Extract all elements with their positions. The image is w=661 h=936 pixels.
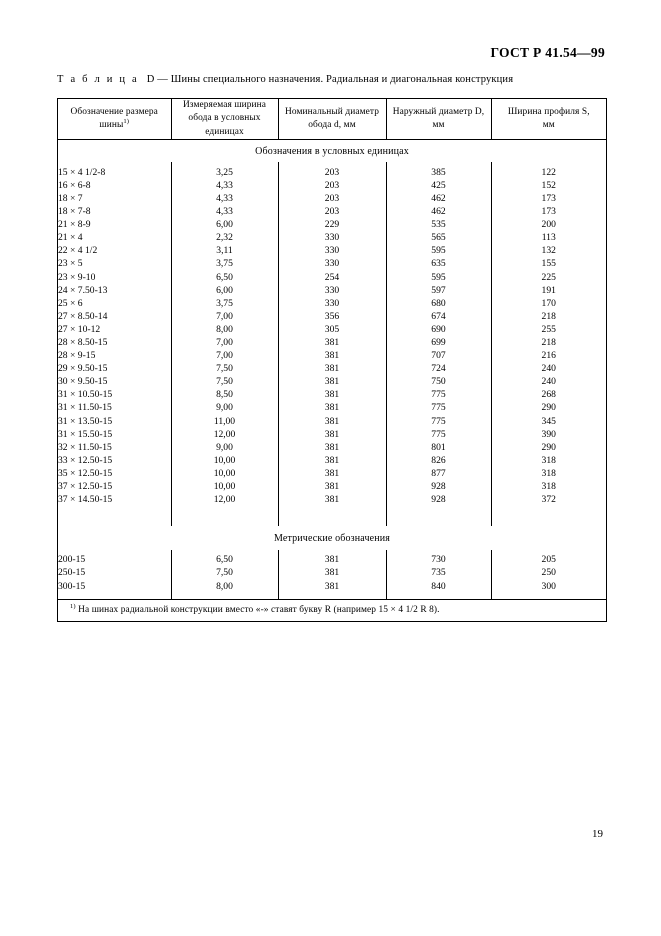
cell-rim-diameter: 381 — [278, 480, 386, 493]
cell-outer-diameter: 801 — [386, 441, 491, 454]
cell-rim-width — [171, 506, 278, 525]
cell-tire-size: 21 × 8-9 — [58, 218, 171, 231]
cell-rim-width: 8,00 — [171, 580, 278, 600]
cell-outer-diameter: 597 — [386, 284, 491, 297]
table-row — [58, 428, 606, 441]
cell-tire-size: 23 × 9-10 — [58, 271, 171, 284]
cell-rim-width: 6,50 — [171, 550, 278, 567]
table-row — [58, 362, 606, 375]
cell-outer-diameter: 425 — [386, 179, 491, 192]
cell-outer-diameter: 680 — [386, 297, 491, 310]
cell-outer-diameter: 928 — [386, 493, 491, 506]
cell-rim-diameter: 381 — [278, 376, 386, 389]
cell-section-width: 240 — [541, 376, 556, 388]
cell-rim-diameter: 381 — [278, 389, 386, 402]
cell-section-width: 205 — [541, 554, 556, 566]
cell-section-width: 152 — [541, 179, 556, 191]
cell-rim-diameter: 381 — [278, 567, 386, 580]
cell-outer-diameter: 840 — [386, 580, 491, 600]
cell-tire-size: 31 × 15.50-15 — [58, 428, 171, 441]
table-row — [58, 245, 606, 258]
cell-rim-width: 3,75 — [171, 258, 278, 271]
cell-outer-diameter: 674 — [386, 310, 491, 323]
cell-rim-width: 7,00 — [171, 310, 278, 323]
cell-rim-diameter: 203 — [278, 162, 386, 179]
cell-rim-width: 3,75 — [171, 297, 278, 310]
cell-rim-diameter: 330 — [278, 297, 386, 310]
cell-outer-diameter: 707 — [386, 349, 491, 362]
cell-tire-size: 24 × 7.50-13 — [58, 284, 171, 297]
cell-section-width: 218 — [541, 310, 556, 322]
cell-section-width: 290 — [541, 402, 556, 414]
cell-rim-width: 4,33 — [171, 179, 278, 192]
table-container — [57, 98, 607, 622]
page-number: 19 — [592, 828, 603, 840]
table-row — [58, 402, 606, 415]
column-header-rim-width: Измеряемая ширина обода в условных единицах — [171, 99, 278, 140]
cell-rim-diameter: 381 — [278, 428, 386, 441]
cell-tire-size: 200-15 — [58, 550, 171, 567]
cell-section-width: 255 — [541, 323, 556, 335]
table-row — [58, 480, 606, 493]
cell-rim-width: 8,00 — [171, 323, 278, 336]
table-row — [58, 258, 606, 271]
cell-outer-diameter: 750 — [386, 376, 491, 389]
table-row — [58, 271, 606, 284]
cell-tire-size: 37 × 14.50-15 — [58, 493, 171, 506]
cell-rim-diameter: 381 — [278, 467, 386, 480]
cell-tire-size: 32 × 11.50-15 — [58, 441, 171, 454]
cell-rim-diameter: 356 — [278, 310, 386, 323]
cell-rim-diameter: 381 — [278, 580, 386, 600]
table-section-heading: Метрические обозначения — [274, 532, 390, 544]
cell-section-width: 170 — [541, 297, 556, 309]
cell-rim-diameter: 330 — [278, 232, 386, 245]
cell-rim-width: 10,00 — [171, 480, 278, 493]
cell-tire-size: 300-15 — [58, 580, 171, 600]
cell-outer-diameter: 385 — [386, 162, 491, 179]
table-header — [58, 99, 606, 140]
cell-rim-diameter: 381 — [278, 415, 386, 428]
cell-outer-diameter: 730 — [386, 550, 491, 567]
table-footnote-row — [58, 599, 606, 621]
cell-outer-diameter: 928 — [386, 480, 491, 493]
cell-rim-diameter: 229 — [278, 218, 386, 231]
cell-outer-diameter: 462 — [386, 192, 491, 205]
column-header-rim-diameter: Номинальный диаметр обода d, мм — [278, 99, 386, 140]
cell-rim-diameter: 381 — [278, 349, 386, 362]
cell-rim-width: 12,00 — [171, 493, 278, 506]
cell-section-width: 390 — [541, 428, 556, 440]
cell-outer-diameter: 826 — [386, 454, 491, 467]
cell-section-width: 250 — [541, 567, 556, 579]
cell-rim-width: 6,00 — [171, 218, 278, 231]
cell-rim-width: 9,00 — [171, 441, 278, 454]
table-row — [58, 179, 606, 192]
running-head: ГОСТ Р 41.54—99 — [490, 45, 605, 60]
cell-section-width: 372 — [541, 494, 556, 506]
cell-tire-size: 18 × 7-8 — [58, 205, 171, 218]
cell-tire-size: 23 × 5 — [58, 258, 171, 271]
cell-tire-size: 35 × 12.50-15 — [58, 467, 171, 480]
cell-section-width: 191 — [541, 284, 556, 296]
table-caption — [57, 74, 513, 85]
column-header-outer-diameter: Наружный диаметр D, мм — [386, 99, 491, 140]
cell-section-width: 240 — [541, 363, 556, 375]
cell-outer-diameter: 877 — [386, 467, 491, 480]
cell-section-width: 318 — [541, 481, 556, 493]
cell-outer-diameter — [386, 506, 491, 525]
table-row — [58, 415, 606, 428]
table-row — [58, 162, 606, 179]
column-header-tire-size: Обозначение размера шины$^{1)}$ — [58, 99, 171, 140]
cell-outer-diameter: 724 — [386, 362, 491, 375]
table-caption-label: Т а б л и ц а — [57, 74, 139, 85]
table-footnote: $^{1)}$ На шинах радиальной конструкции вместо «-» ставят букву R (например 15 × 4 1/2 R 8). — [58, 599, 606, 621]
cell-outer-diameter: 462 — [386, 205, 491, 218]
cell-rim-diameter — [278, 506, 386, 525]
cell-rim-width: 6,00 — [171, 284, 278, 297]
cell-outer-diameter: 635 — [386, 258, 491, 271]
cell-outer-diameter: 690 — [386, 323, 491, 336]
cell-tire-size: 250-15 — [58, 567, 171, 580]
cell-rim-width: 6,50 — [171, 271, 278, 284]
table-header-row — [58, 99, 606, 140]
cell-outer-diameter: 775 — [386, 428, 491, 441]
cell-rim-diameter: 330 — [278, 258, 386, 271]
cell-tire-size: 25 × 6 — [58, 297, 171, 310]
table-row — [58, 297, 606, 310]
table-row — [58, 493, 606, 506]
cell-tire-size: 16 × 6-8 — [58, 179, 171, 192]
cell-rim-diameter: 381 — [278, 402, 386, 415]
cell-section-width: 173 — [541, 206, 556, 218]
cell-outer-diameter: 595 — [386, 271, 491, 284]
cell-rim-width: 4,33 — [171, 192, 278, 205]
table-row — [58, 310, 606, 323]
cell-tire-size: 31 × 10.50-15 — [58, 389, 171, 402]
table-section-heading-row — [58, 526, 606, 550]
table-row — [58, 580, 606, 600]
table-caption-text: D — Шины специального назначения. Радиальная и диагональная конструкция — [146, 74, 514, 85]
cell-tire-size — [58, 506, 171, 525]
cell-rim-diameter: 254 — [278, 271, 386, 284]
table-row — [58, 441, 606, 454]
cell-rim-diameter: 203 — [278, 179, 386, 192]
cell-outer-diameter: 535 — [386, 218, 491, 231]
cell-rim-width: 7,50 — [171, 362, 278, 375]
cell-rim-diameter: 381 — [278, 336, 386, 349]
cell-rim-diameter: 305 — [278, 323, 386, 336]
cell-tire-size: 28 × 8.50-15 — [58, 336, 171, 349]
cell-section-width — [491, 506, 606, 525]
table-row — [58, 323, 606, 336]
cell-outer-diameter: 565 — [386, 232, 491, 245]
cell-rim-width: 7,00 — [171, 336, 278, 349]
cell-rim-diameter: 330 — [278, 245, 386, 258]
cell-rim-width: 2,32 — [171, 232, 278, 245]
cell-tire-size: 18 × 7 — [58, 192, 171, 205]
cell-rim-width: 10,00 — [171, 454, 278, 467]
cell-section-width: 132 — [541, 245, 556, 257]
cell-tire-size: 31 × 11.50-15 — [58, 402, 171, 415]
table-section-heading: Обозначения в условных единицах — [255, 146, 409, 158]
cell-section-width: 345 — [541, 415, 556, 427]
cell-rim-diameter: 381 — [278, 362, 386, 375]
cell-rim-width: 11,00 — [171, 415, 278, 428]
cell-rim-width: 7,50 — [171, 376, 278, 389]
cell-section-width: 225 — [541, 271, 556, 283]
cell-rim-diameter: 381 — [278, 441, 386, 454]
cell-tire-size: 31 × 13.50-15 — [58, 415, 171, 428]
cell-rim-diameter: 381 — [278, 454, 386, 467]
table-row — [58, 232, 606, 245]
cell-tire-size: 33 × 12.50-15 — [58, 454, 171, 467]
cell-outer-diameter: 775 — [386, 402, 491, 415]
column-header-section-width: Ширина профиля S, мм — [491, 99, 606, 140]
table-row — [58, 349, 606, 362]
cell-rim-width: 7,00 — [171, 349, 278, 362]
cell-outer-diameter: 595 — [386, 245, 491, 258]
cell-section-width: 173 — [541, 192, 556, 204]
cell-outer-diameter: 735 — [386, 567, 491, 580]
cell-rim-diameter: 330 — [278, 284, 386, 297]
cell-section-width: 290 — [541, 441, 556, 453]
tire-specifications-table — [58, 99, 606, 621]
cell-rim-diameter: 203 — [278, 205, 386, 218]
table-row — [58, 550, 606, 567]
cell-rim-diameter: 381 — [278, 493, 386, 506]
cell-rim-diameter: 381 — [278, 550, 386, 567]
table-row — [58, 506, 606, 525]
cell-section-width: 216 — [541, 350, 556, 362]
cell-section-width: 122 — [541, 166, 556, 178]
footnote-marker: 1) — [123, 117, 130, 125]
cell-tire-size: 30 × 9.50-15 — [58, 376, 171, 389]
table-row — [58, 284, 606, 297]
cell-section-width: 318 — [541, 467, 556, 479]
cell-rim-width: 12,00 — [171, 428, 278, 441]
cell-tire-size: 27 × 10-12 — [58, 323, 171, 336]
cell-outer-diameter: 699 — [386, 336, 491, 349]
cell-section-width: 155 — [541, 258, 556, 270]
cell-tire-size: 22 × 4 1/2 — [58, 245, 171, 258]
footnote-marker: 1) — [70, 602, 76, 610]
table-row — [58, 192, 606, 205]
cell-tire-size: 15 × 4 1/2-8 — [58, 162, 171, 179]
cell-rim-diameter: 203 — [278, 192, 386, 205]
cell-section-width: 318 — [541, 454, 556, 466]
cell-tire-size: 37 × 12.50-15 — [58, 480, 171, 493]
table-body — [58, 140, 606, 622]
cell-rim-width: 7,50 — [171, 567, 278, 580]
cell-section-width: 300 — [541, 580, 556, 592]
cell-rim-width: 8,50 — [171, 389, 278, 402]
table-row — [58, 389, 606, 402]
cell-tire-size: 29 × 9.50-15 — [58, 362, 171, 375]
table-row — [58, 205, 606, 218]
cell-section-width: 268 — [541, 389, 556, 401]
cell-rim-width: 4,33 — [171, 205, 278, 218]
cell-section-width: 113 — [541, 232, 556, 244]
table-row — [58, 336, 606, 349]
cell-rim-width: 10,00 — [171, 467, 278, 480]
cell-outer-diameter: 775 — [386, 415, 491, 428]
table-row — [58, 218, 606, 231]
table-section-heading-row — [58, 140, 606, 163]
cell-section-width: 218 — [541, 337, 556, 348]
table-row — [58, 454, 606, 467]
cell-tire-size: 21 × 4 — [58, 232, 171, 245]
cell-section-width: 200 — [541, 219, 556, 231]
cell-tire-size: 28 × 9-15 — [58, 349, 171, 362]
cell-rim-width: 3,25 — [171, 162, 278, 179]
table-row — [58, 567, 606, 580]
cell-rim-width: 3,11 — [171, 245, 278, 258]
table-row — [58, 376, 606, 389]
cell-outer-diameter: 775 — [386, 389, 491, 402]
cell-rim-width: 9,00 — [171, 402, 278, 415]
table-row — [58, 467, 606, 480]
cell-tire-size: 27 × 8.50-14 — [58, 310, 171, 323]
